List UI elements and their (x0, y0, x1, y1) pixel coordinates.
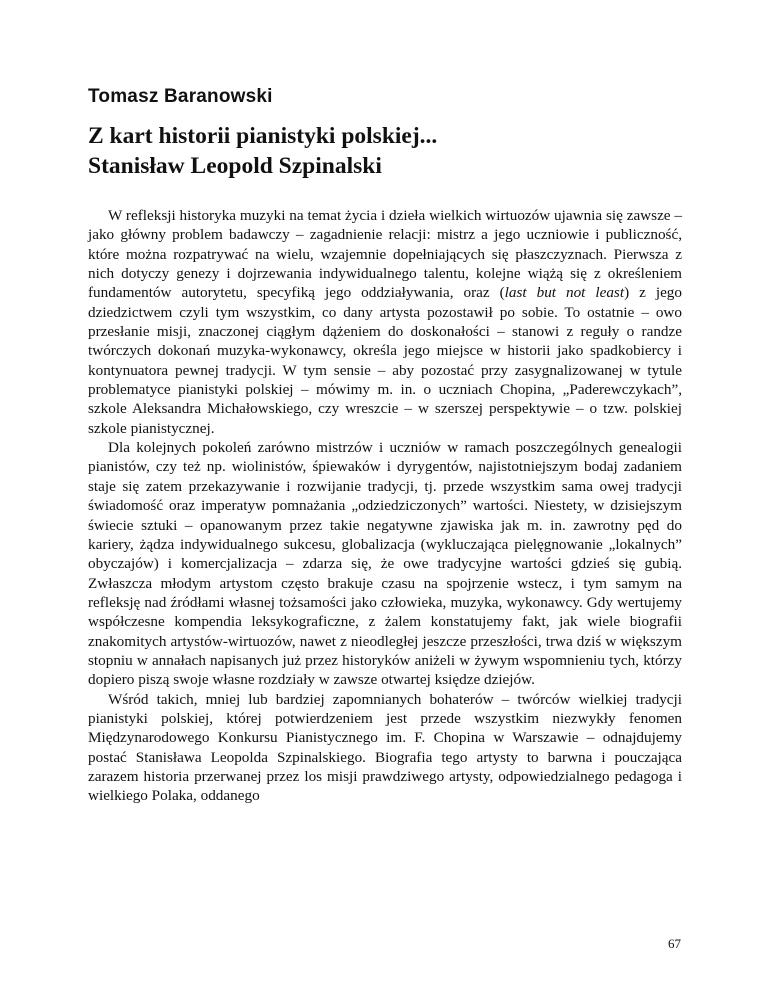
paragraph-1-part-1: W refleksji historyka muzyki na temat życia i dzieła wielkich wirtuozów ujawnia się zawsze – jako główny problem badawczy – zagadnienie relacji: mistrz a jego uczniowie i publiczność, które można rozpatrywać na wielu, wzajemnie dopełniających się płaszczyznach. Pierwsza z nich dotyczy genezy i dojrzewania indywidualnego talentu, kolejne wiążą się z określeniem fundamentów autorytetu, specyfiką jego oddziaływania, oraz ( (88, 207, 682, 302)
title-line-1: Z kart historii pianistyki polskiej... (88, 123, 438, 149)
author-name: Tomasz Baranowski (88, 86, 273, 107)
paragraph-1 (88, 206, 682, 438)
page-number: 67 (668, 936, 681, 951)
paragraph-1-italic-phrase: last but not least (504, 284, 625, 302)
article-body (88, 206, 682, 806)
paragraph-2: Dla kolejnych pokoleń zarówno mistrzów i uczniów w ramach poszczególnych genealogii pianistów, czy też np. wiolinistów, śpiewaków i dyrygentów, najistotniejszym bodaj zadaniem staje się zatem przekazywanie i rozwijanie tradycji, tj. przede wszystkim sama owej tradycji świadomość oraz imperatyw pomnażania „odziedziczonych” wartości. Niestety, w dzisiejszym świecie sztuki – opanowanym przez takie negatywne zjawiska jak m. in. zawrotny pęd do kariery, żądza indywidualnego sukcesu, globalizacja (wykluczająca pielęgnowanie „lokalnych” obyczajów) i komercjalizacja – zdarza się, że owe tradycyjne wartości gdzieś się gubią. Zwłaszcza młodym artystom często brakuje czasu na spojrzenie wstecz, i tym samym na refleksję nad źródłami własnej tożsamości jako człowieka, muzyka, wykonawcy. Gdy wertujemy współczesne kompendia leksykograficzne, z żalem konstatujemy fakt, jak wiele biografii znakomitych artystów-wirtuozów, nawet z nieodległej jeszcze przeszłości, trwa dziś w większym stopniu w annałach napisanych już przez historyków aniżeli w żywym wspomnieniu tych, którzy dopiero piszą swoje własne rozdziały w zawsze otwartej księdze dziejów. (88, 439, 682, 689)
paragraph-1-part-2: ) z jego dziedzictwem czyli tym wszystkim, co dany artysta pozostawił po sobie. To ostatnie – owo przesłanie misji, znaczonej ciągłym dążeniem do doskonałości – stanowi z reguły o randze twórczych dokonań muzyka-wykonawcy, określa jego miejsce w historii jako spadkobiercy i kontynuatora pewnej tradycji. W tym sensie – aby pozostać przy zasygnalizowanej w tytule problematyce pianistyki polskiej – mówimy m. in. o uczniach Chopina, „Paderewczykach”, szkole Aleksandra Michałowskiego, czy wreszcie – w szerszej perspektywie – o tzw. polskiej szkole pianistycznej. (88, 284, 682, 437)
article-title (88, 121, 688, 181)
title-line-2: Stanisław Leopold Szpinalski (88, 153, 382, 179)
paragraph-3: Wśród takich, mniej lub bardziej zapomnianych bohaterów – twórców wielkiej tradycji pianistyki polskiej, której potwierdzeniem jest przede wszystkim niezwykły fenomen Międzynarodowego Konkursu Pianistycznego im. F. Chopina w Warszawie – odnajdujemy postać Stanisława Leopolda Szpinalskiego. Biografia tego artysty to barwna i pouczająca zarazem historia przerwanej przez los misji prawdziwego artysty, odpowiedzialnego pedagoga i wielkiego Polaka, oddanego (88, 690, 682, 805)
